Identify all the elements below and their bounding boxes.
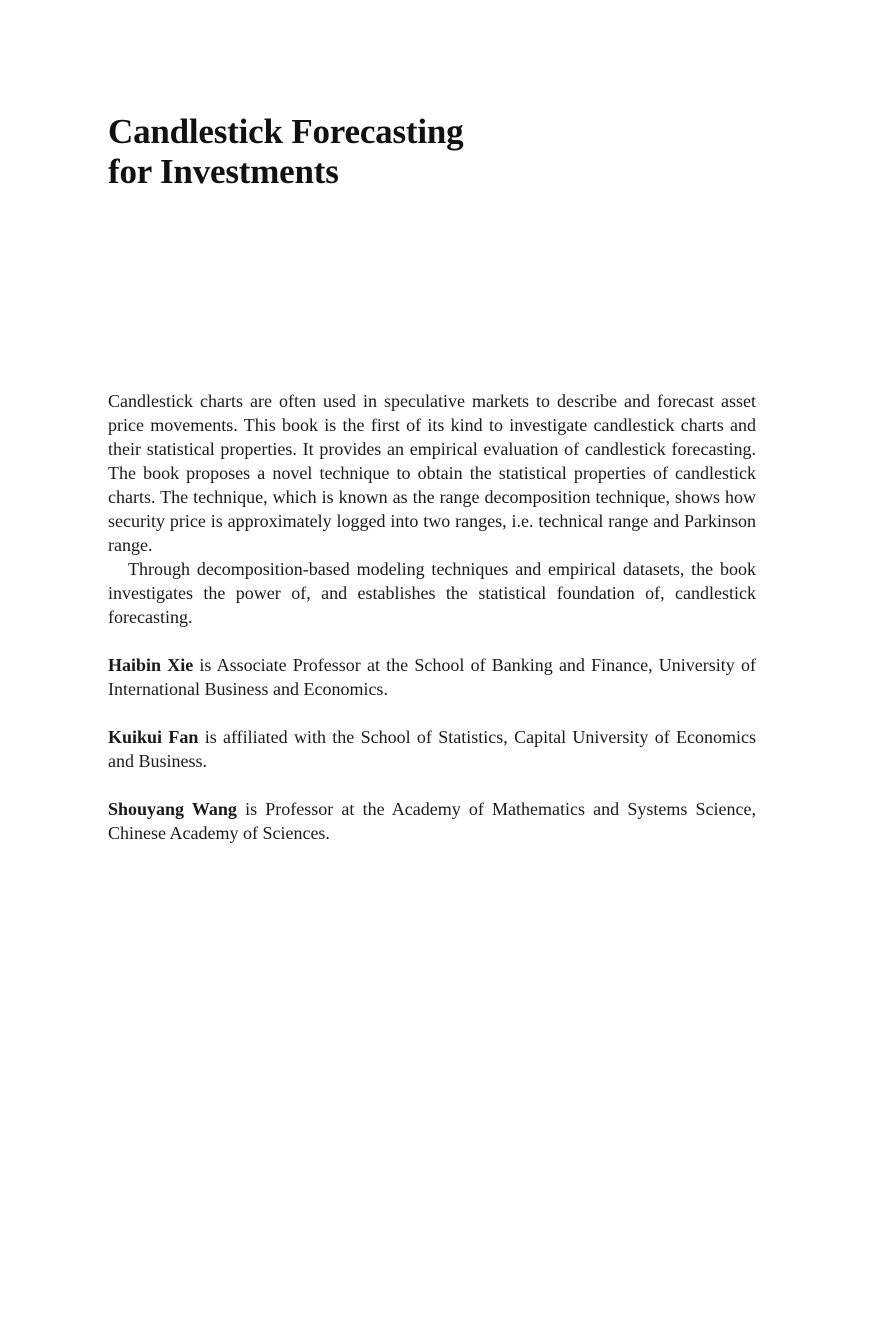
author-bio-2 (108, 725, 756, 773)
author-bio-1 (108, 653, 756, 701)
book-description (108, 389, 756, 629)
author-bio-text-2: is affiliated with the School of Statistics, Capital University of Economics and Business. (108, 727, 756, 771)
author-bio-text-3: is Professor at the Academy of Mathematics and Systems Science, Chinese Academy of Sciences. (108, 799, 756, 843)
author-name-1: Haibin Xie (108, 655, 194, 675)
author-name-3: Shouyang Wang (108, 799, 237, 819)
book-title (108, 112, 768, 192)
author-bio-text-1: is Associate Professor at the School of Banking and Finance, University of International Business and Economics. (108, 655, 756, 699)
book-title-line-2: for Investments (108, 152, 339, 191)
description-paragraph-2: Through decomposition-based modeling techniques and empirical datasets, the book investigates the power of, and establishes the statistical foundation of, candlestick forecasting. (108, 559, 756, 627)
description-paragraph-1: Candlestick charts are often used in speculative markets to describe and forecast asset price movements. This book is the first of its kind to investigate candlestick charts and their statistical properties. It provides an empirical evaluation of candlestick forecasting. The book proposes a novel technique to obtain the statistical properties of candlestick charts. The technique, which is known as the range decomposition technique, shows how security price is approximately logged into two ranges, i.e. technical range and Parkinson range. (108, 391, 756, 555)
author-bio-3 (108, 797, 756, 845)
author-name-2: Kuikui Fan (108, 727, 199, 747)
book-title-line-1: Candlestick Forecasting (108, 112, 464, 151)
